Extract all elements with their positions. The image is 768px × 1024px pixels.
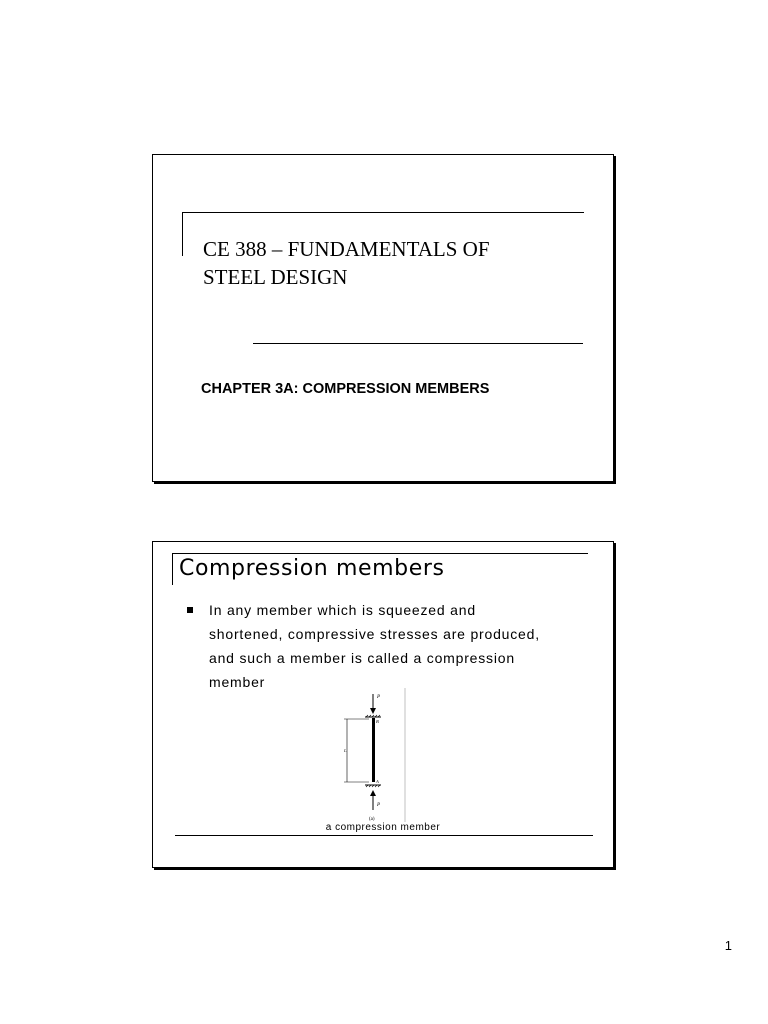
- bullet-line: member: [209, 674, 266, 690]
- bullet-line: In any member which is squeezed and: [209, 602, 476, 618]
- top-end-label: B: [376, 719, 379, 724]
- top-arrowhead-icon: [370, 708, 376, 714]
- heading-left-rule: [172, 553, 173, 585]
- course-title-line-1: CE 388 – FUNDAMENTALS OF: [203, 237, 490, 261]
- slide-heading: Compression members: [179, 556, 445, 581]
- bullet-text: [209, 598, 599, 694]
- compression-member-figure: [339, 688, 409, 822]
- column-member: [372, 718, 375, 782]
- chapter-subtitle: CHAPTER 3A: COMPRESSION MEMBERS: [201, 381, 490, 397]
- page-number: 1: [724, 938, 732, 953]
- heading-top-rule: [172, 553, 588, 554]
- title-left-rule: [182, 212, 183, 256]
- content-slide: [152, 541, 614, 868]
- bottom-end-label: A: [376, 779, 379, 784]
- bullet-line: shortened, compressive stresses are produced,: [209, 626, 540, 642]
- bottom-arrowhead-icon: [370, 790, 376, 796]
- title-divider: [253, 343, 583, 344]
- course-title-line-2: STEEL DESIGN: [203, 265, 348, 289]
- subfigure-label: (a): [369, 817, 375, 822]
- top-load-label: P: [377, 695, 381, 700]
- slide-bottom-rule: [175, 835, 593, 836]
- title-slide: [152, 154, 614, 482]
- length-label: L: [344, 748, 347, 753]
- square-bullet-icon: [187, 607, 193, 613]
- course-title: [203, 235, 603, 291]
- bullet-line: and such a member is called a compression: [209, 650, 515, 666]
- bottom-load-label: P: [377, 803, 381, 808]
- figure-caption: a compression member: [325, 822, 441, 833]
- title-top-rule: [182, 212, 584, 213]
